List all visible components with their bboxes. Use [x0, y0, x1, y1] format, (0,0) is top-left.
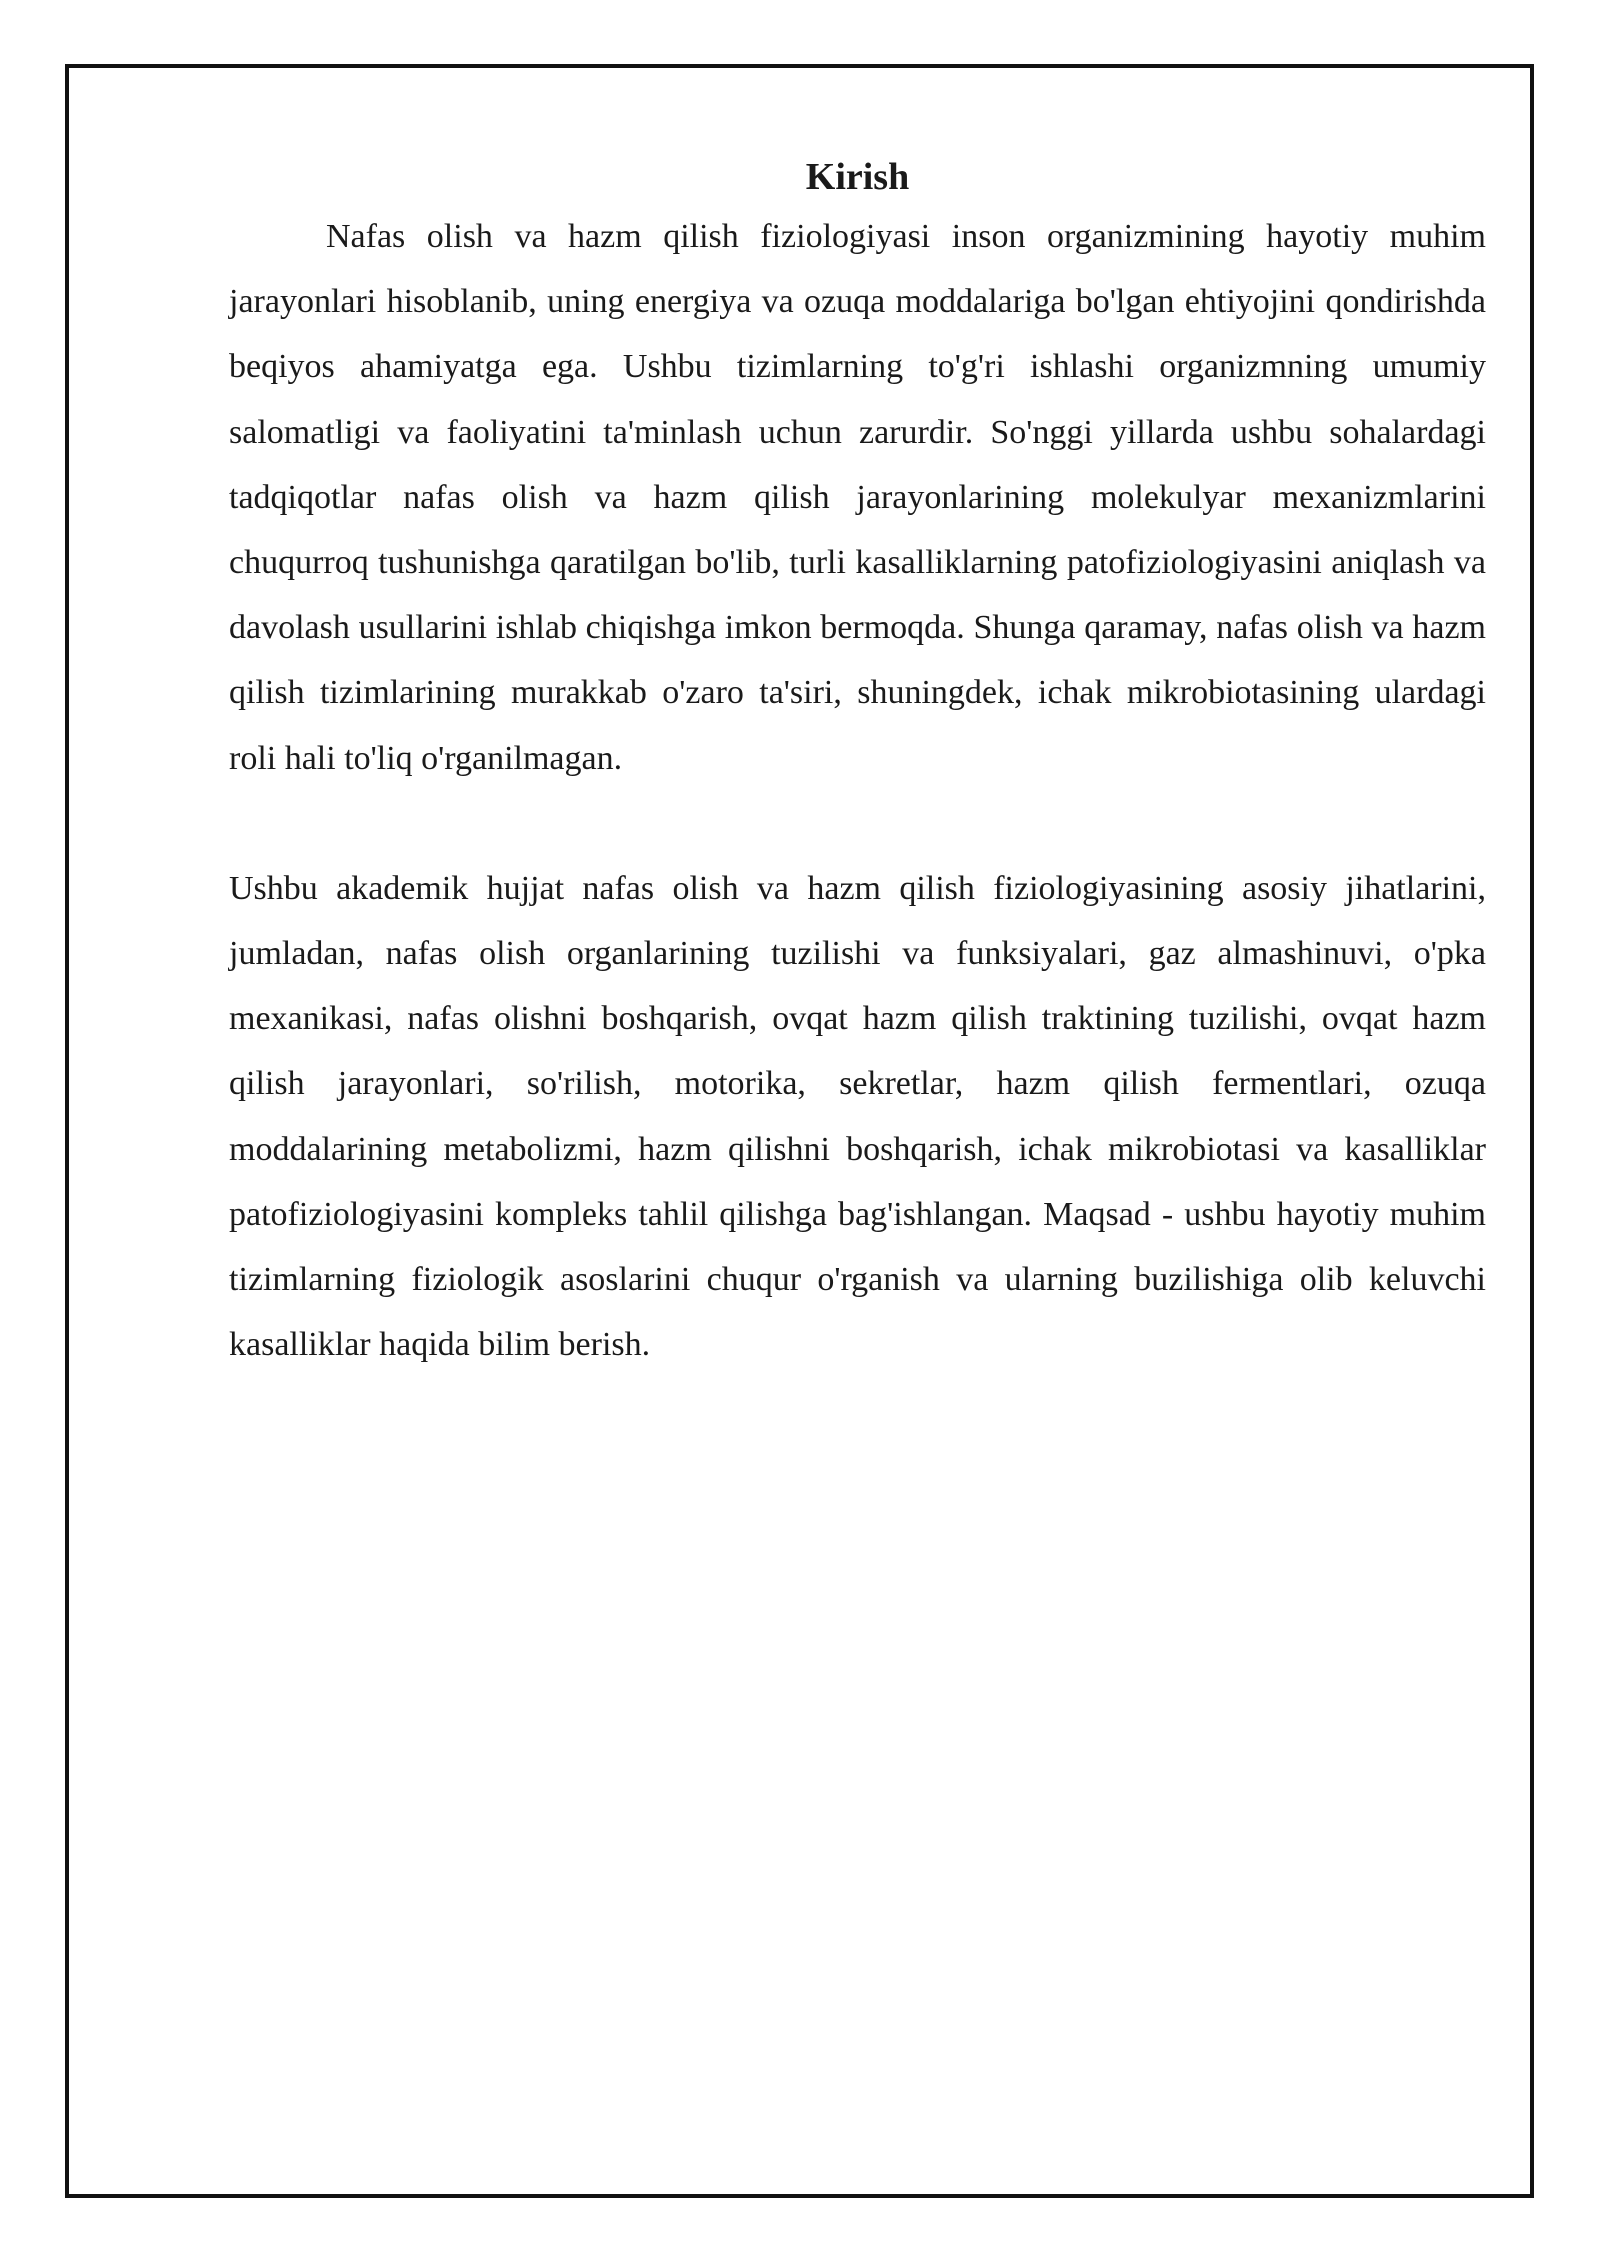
paragraph-spacer	[229, 791, 1486, 856]
document-title: Kirish	[805, 156, 910, 198]
intro-paragraph-2: Ushbu akademik hujjat nafas olish va hazm qilish fiziologiyasining asosiy jihatlarini, jumladan, nafas olish organlarining tuzilishi va funksiyalari, gaz almashinuvi, o'pka mexanikasi, nafas olishni boshqarish, ovqat hazm qilish traktining tuzilishi, ovqat hazm qilish jarayonlari, so'rilish, motorika, sekretlar, hazm qilish fermentlari, ozuqa moddalarining metabolizmi, hazm qilishni boshqarish, ichak mikrobiotasi va kasalliklar patofiziologiyasini kompleks tahlil qilishga bag'ishlangan. Maqsad - ushbu hayotiy muhim tizimlarning fiziologik asoslarini chuqur o'rganish va ularning buzilishiga olib keluvchi kasalliklar haqida bilim berish.	[229, 869, 1486, 1364]
intro-paragraph-1: Nafas olish va hazm qilish fiziologiyasi inson organizmining hayotiy muhim jarayonlari hisoblanib, uning energiya va ozuqa moddalariga bo'lgan ehtiyojini qondirishda beqiyos ahamiyatga ega. Ushbu tizimlarning to'g'ri ishlashi organizmning umumiy salomatligi va faoliyatini ta'minlash uchun zarurdir. So'nggi yillarda ushbu sohalardagi tadqiqotlar nafas olish va hazm qilish jarayonlarining molekulyar mexanizmlarini chuqurroq tushunishga qaratilgan bo'lib, turli kasalliklarning patofiziologiyasini aniqlash va davolash usullarini ishlab chiqishga imkon bermoqda. Shunga qaramay, nafas olish va hazm qilish tizimlarining murakkab o'zaro ta'siri, shuningdek, ichak mikrobiotasining ulardagi roli hali to'liq o'rganilmagan.	[229, 218, 1486, 777]
document-body	[229, 150, 1486, 1377]
